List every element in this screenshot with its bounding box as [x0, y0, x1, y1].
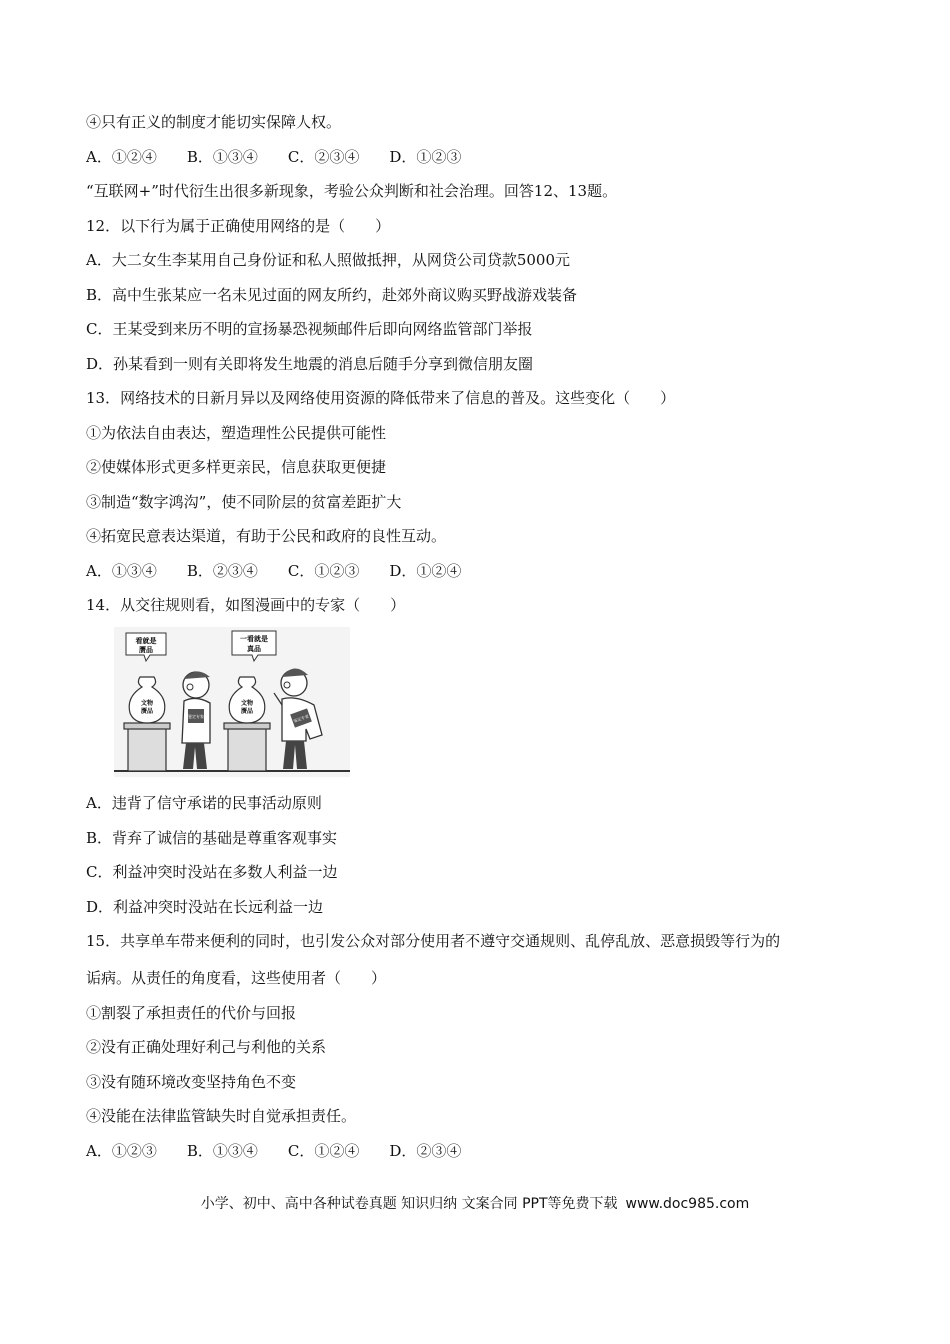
option-c: C．利益冲突时没站在多数人利益一边: [86, 863, 338, 881]
left-caption-line1: 看就是: [135, 637, 157, 645]
left-caption-line2: 赝品: [139, 646, 153, 654]
option-d: D．孙某看到一则有关即将发生地震的消息后随手分享到微信朋友圈: [86, 354, 534, 373]
footer-text: 小学、初中、高中各种试卷真题 知识归纳 文案合同 PPT等免费下载: [200, 1196, 618, 1212]
right-caption-line1: 一看就是: [240, 635, 268, 643]
intro-text: “互联网+”时代衍生出很多新现象，考验公众判断和社会治理。回答12、13题。: [86, 182, 618, 200]
left-expert-label: 鉴定专家: [188, 714, 204, 719]
left-vase-label-2: 赝品: [140, 708, 154, 715]
footer-site-link[interactable]: www.doc985.com: [625, 1196, 750, 1212]
statement-4: ④没能在法律监管缺失时自觉承担责任。: [86, 1107, 357, 1125]
document-page: [86, 112, 876, 1161]
statement-1: ①为依法自由表达，塑造理性公民提供可能性: [86, 423, 387, 442]
option-a: A．违背了信守承诺的民事活动原则: [86, 794, 322, 812]
statement-1: ①割裂了承担责任的代价与回报: [86, 1003, 297, 1022]
answer-options: A．①③④ B．②③④ C．①②③ D．①②④: [86, 561, 462, 580]
left-vase-label-1: 文物: [140, 700, 154, 707]
question-14: 14．从交往规则看，如图漫画中的专家（ ）: [86, 596, 406, 614]
answer-options: A．①②③ B．①③④ C．①②④ D．②③④: [86, 1141, 462, 1160]
option-b: B．背弃了诚信的基础是尊重客观事实: [86, 828, 338, 847]
statement-3: ③没有随环境改变坚持角色不变: [86, 1072, 297, 1091]
page-footer: [0, 1193, 950, 1213]
question-13: 13．网络技术的日新月异以及网络使用资源的降低带来了信息的普及。这些变化（ ）: [86, 389, 676, 407]
question-12: 12．以下行为属于正确使用网络的是（ ）: [86, 216, 391, 235]
statement-2: ②没有正确处理好利己与利他的关系: [86, 1038, 327, 1056]
option-c: C．王某受到来历不明的宣扬暴恐视频邮件后即向网络监管部门举报: [86, 320, 533, 338]
text-line: ④只有正义的制度才能切实保障人权。: [86, 113, 342, 131]
option-b: B．高中生张某应一名未见过面的网友所约，赴郊外商议购买野战游戏装备: [86, 285, 578, 304]
right-expert-label: 鉴定专家: [292, 713, 310, 724]
right-vase-label-2: 赝品: [240, 708, 254, 715]
option-a: A．大二女生李某用自己身份证和私人照做抵押，从网贷公司贷款5000元: [86, 251, 571, 269]
cartoon-illustration: [114, 627, 350, 777]
option-d: D．利益冲突时没站在长远利益一边: [86, 897, 324, 916]
question-15-line1: 15．共享单车带来便利的同时，也引发公众对部分使用者不遵守交通规则、乱停乱放、恶意损毁等行为的: [86, 932, 781, 950]
statement-2: ②使媒体形式更多样更亲民，信息获取更便捷: [86, 458, 387, 476]
statement-3: ③制造“数字鸿沟”，使不同阶层的贫富差距扩大: [86, 492, 402, 511]
answer-options: A．①②④ B．①③④ C．②③④ D．①②③: [86, 147, 462, 166]
statement-4: ④拓宽民意表达渠道，有助于公民和政府的良性互动。: [86, 527, 447, 545]
right-caption-line2: 真品: [247, 645, 261, 653]
right-vase-label-1: 文物: [240, 700, 254, 707]
question-15-line2: 诟病。从责任的角度看，这些使用者（ ）: [86, 969, 387, 987]
